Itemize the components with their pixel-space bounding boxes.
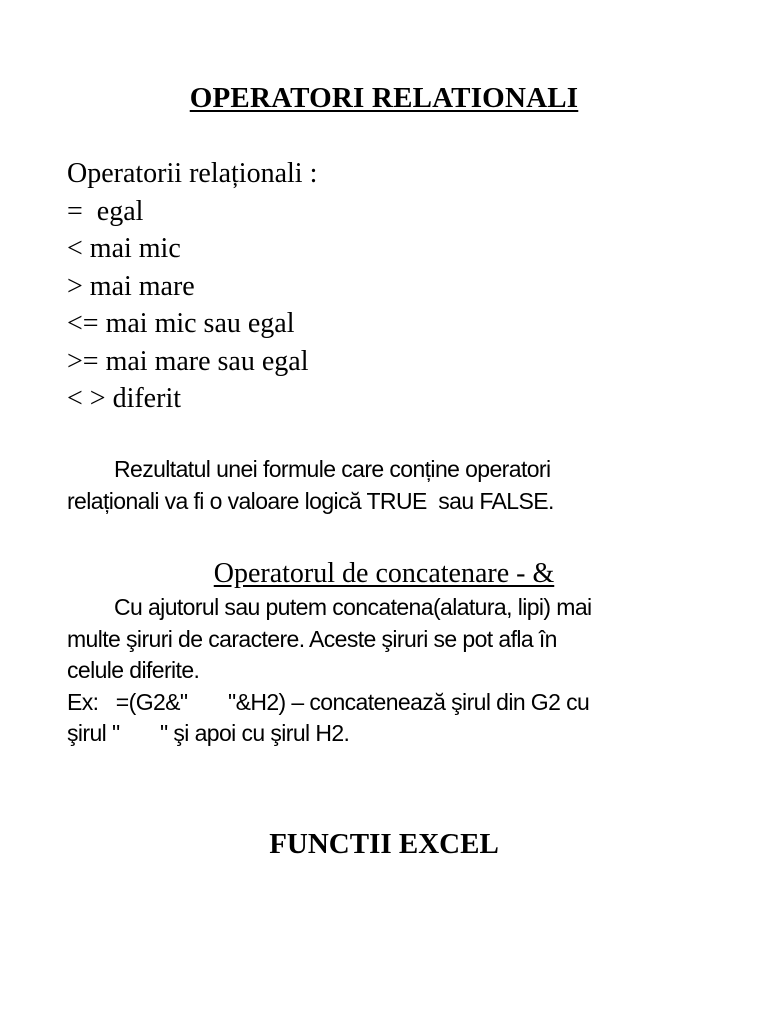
result-line-2: relaționali va fi o valoare logică TRUE sau FALSE. [67, 487, 554, 514]
operator-item-less-equal: <= mai mic sau egal [67, 308, 295, 339]
operator-item-greater-equal: >= mai mare sau egal [67, 345, 309, 377]
operators-heading: Operatorii relaționali : [67, 158, 318, 189]
functions-heading: FUNCTII EXCEL [269, 828, 499, 860]
concat-line-2: multe şiruri de caractere. Aceste şiruri se pot afla în [67, 625, 557, 652]
operator-item-greater: > mai mare [67, 270, 195, 302]
concat-line-3: celule diferite. [67, 657, 200, 683]
concat-example-line: Ex: =(G2&" "&H2) – concatenează şirul din G2 cu [67, 688, 590, 715]
operator-item-different: < > diferit [67, 383, 181, 414]
result-paragraph [67, 454, 707, 517]
concat-paragraph [67, 592, 707, 750]
operator-item-equal: = egal [67, 195, 144, 227]
result-line-1: Rezultatul unei formule care conține operatori [114, 456, 551, 482]
concat-heading: Operatorul de concatenare - & [213, 558, 555, 589]
concat-line-5: şirul " " şi apoi cu şirul H2. [67, 720, 350, 746]
concat-line-1: Cu ajutorul sau putem concatena(alatura, lipi) mai [114, 594, 592, 620]
operator-item-less: < mai mic [67, 233, 181, 264]
operators-list [67, 155, 317, 418]
page-title: OPERATORI RELATIONALI [189, 82, 579, 114]
